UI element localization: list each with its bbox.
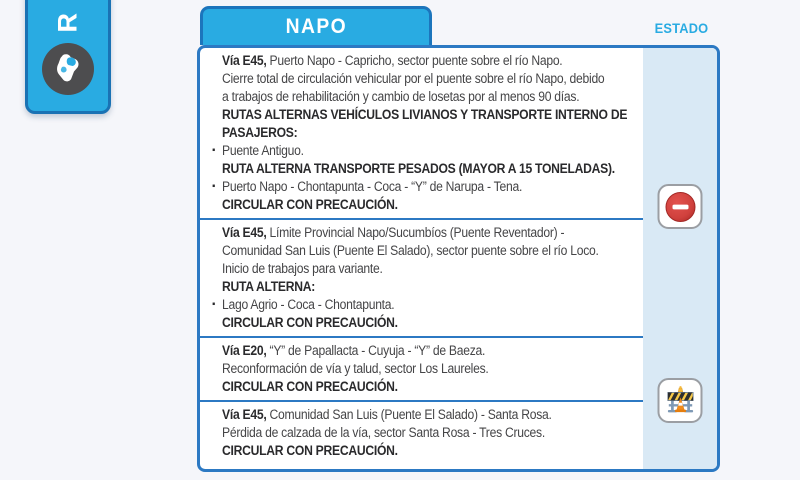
road-report-line: RUTA ALTERNA: [222,279,316,294]
road-report-block [200,220,643,336]
road-blocks [200,48,643,469]
bullet-marker: ▪ [212,145,216,156]
estado-column-label: ESTADO [654,21,709,36]
road-report-block [200,48,643,218]
road-report-line: CIRCULAR CON PRECAUCIÓN. [222,197,398,212]
road-report-line: Vía E45, Puerto Napo - Capricho, sector puente sobre el río Napo. [222,53,563,68]
road-report-line: CIRCULAR CON PRECAUCIÓN. [222,443,398,458]
estado-column [643,48,717,469]
ecuador-map-icon [42,43,94,95]
no-entry-icon [658,184,703,229]
road-report-line: RUTAS ALTERNAS VEHÍCULOS LIVIANOS Y TRANSPORTE INTERNO DE [222,107,628,122]
road-report-line: RUTA ALTERNA TRANSPORTE PESADOS (MAYOR A 15 TONELADAS). [222,161,615,176]
road-report-line: Vía E20, “Y” de Papallacta - Cuyuja - “Y” de Baeza. [222,343,486,358]
construction-icon [658,378,703,423]
road-report-line: Reconformación de vía y talud, sector Los Laureles. [222,361,489,376]
alternate-route-item: ▪ Puente Antiguo. [212,143,304,158]
bullet-marker: ▪ [212,181,216,192]
road-report-line: Pérdida de calzada de la vía, sector Santa Rosa - Tres Cruces. [222,425,545,440]
road-report-block [200,338,643,400]
road-report-line: a trabajos de rehabilitación y cambio de losetas por al menos 90 días. [222,89,580,104]
province-header-tab [200,6,432,45]
province-title: NAPO [285,15,347,38]
alternate-route-item: ▪ Puerto Napo - Chontapunta - Coca - “Y” de Narupa - Tena. [212,179,523,194]
sidebar-vertical-letter: R [52,12,83,33]
road-report-block [200,402,643,464]
road-report-panel [197,45,720,472]
sidebar-card [25,0,111,114]
road-report-line: Cierre total de circulación vehicular por el puente sobre el río Napo, debido [222,71,605,86]
road-report-line: Inicio de trabajos para variante. [222,261,383,276]
road-report-line: Vía E45, Límite Provincial Napo/Sucumbíos (Puente Reventador) - [222,225,565,240]
road-report-line: PASAJEROS: [222,125,298,140]
road-report-line: CIRCULAR CON PRECAUCIÓN. [222,315,398,330]
ecuador-region-patch [67,57,76,66]
road-report-line: Vía E45, Comunidad San Luis (Puente El Salado) - Santa Rosa. [222,407,552,422]
road-report-line: Comunidad San Luis (Puente El Salado), sector puente sobre el río Loco. [222,243,599,258]
bullet-marker: ▪ [212,299,216,310]
road-report-line: CIRCULAR CON PRECAUCIÓN. [222,379,398,394]
alternate-route-item: ▪ Lago Agrio - Coca - Chontapunta. [212,297,395,312]
